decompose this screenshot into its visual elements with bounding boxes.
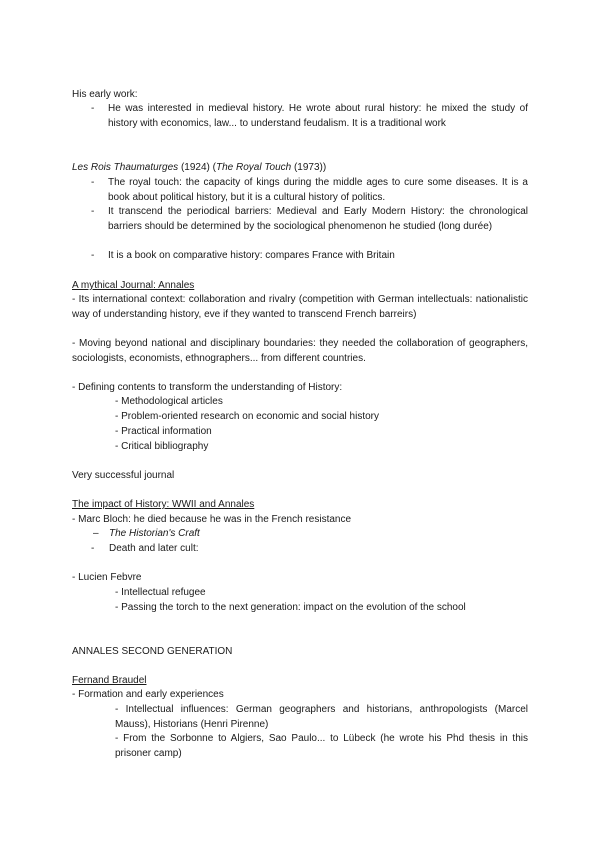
book-title-english-year: (1973)): [291, 162, 327, 173]
annales-sub-item: - Critical bibliography: [115, 441, 209, 452]
section-heading-impact: The impact of History: WWII and Annales: [72, 499, 255, 510]
bloch-item-craft: The Historian's Craft: [109, 528, 200, 539]
section-heading-annales: A mythical Journal: Annales: [72, 280, 195, 291]
early-work-bullet: He was interested in medieval history. He wrote about rural history: he mixed the study of history with economics, law... to understand feudalism. It is a traditional work: [108, 103, 528, 129]
bloch-item-death: Death and later cult:: [109, 543, 199, 554]
section-heading-early-work: His early work:: [72, 89, 138, 100]
section-heading-second-generation: ANNALES SECOND GENERATION: [72, 646, 233, 657]
bullet-dash: -: [91, 206, 95, 217]
annales-conclusion: Very successful journal: [72, 470, 175, 481]
annales-paragraph-3: - Defining contents to transform the understanding of History:: [72, 382, 343, 393]
bullet-dash: -: [91, 177, 95, 188]
bloch-line: - Marc Bloch: he died because he was in the French resistance: [72, 514, 352, 525]
braudel-sub-item: - Intellectual influences: German geographers and historians, anthropologists (Marcel Mauss), Historians (Henri Pirenne): [115, 704, 528, 730]
bullet-dash: –: [93, 528, 99, 539]
royal-touch-bullet-3: It is a book on comparative history: compares France with Britain: [108, 250, 395, 261]
bullet-dash: -: [91, 103, 95, 114]
annales-paragraph-2: - Moving beyond national and disciplinary boundaries: they needed the collaboration of geographers, sociologists, economists, ethnographers... from different countries.: [72, 338, 528, 364]
febvre-line: - Lucien Febvre: [72, 572, 142, 583]
book-title-line: [72, 160, 326, 175]
bullet-dash: -: [91, 543, 95, 554]
royal-touch-bullet-1: The royal touch: the capacity of kings during the middle ages to cure some diseases. It is a book about political history, but it is a cultural history of politics.: [108, 177, 528, 203]
febvre-sub-item: - Passing the torch to the next generation: impact on the evolution of the school: [115, 602, 466, 613]
braudel-heading: Fernand Braudel: [72, 675, 147, 686]
annales-paragraph-1: - Its international context: collaboration and rivalry (competition with German intellectuals: nationalistic way of understanding history, eve if they wanted to transcend French barreirs): [72, 294, 528, 320]
royal-touch-bullet-2: It transcend the periodical barriers: Medieval and Early Modern History: the chronological barriers should be determined by the sociological phenomenon he studied (long durée): [108, 206, 528, 232]
book-title-year: (1924) (: [178, 162, 216, 173]
braudel-sub-item: - From the Sorbonne to Algiers, Sao Paulo... to Lübeck (he wrote his Phd thesis in this prisoner camp): [115, 733, 528, 759]
annales-sub-item: - Problem-oriented research on economic and social history: [115, 411, 380, 422]
annales-sub-item: - Practical information: [115, 426, 212, 437]
formation-line: - Formation and early experiences: [72, 689, 224, 700]
book-title-french: Les Rois Thaumaturges: [72, 162, 179, 173]
febvre-sub-item: - Intellectual refugee: [115, 587, 206, 598]
book-title-english: The Royal Touch: [215, 162, 292, 173]
bullet-dash: -: [91, 250, 95, 261]
annales-sub-item: - Methodological articles: [115, 396, 223, 407]
